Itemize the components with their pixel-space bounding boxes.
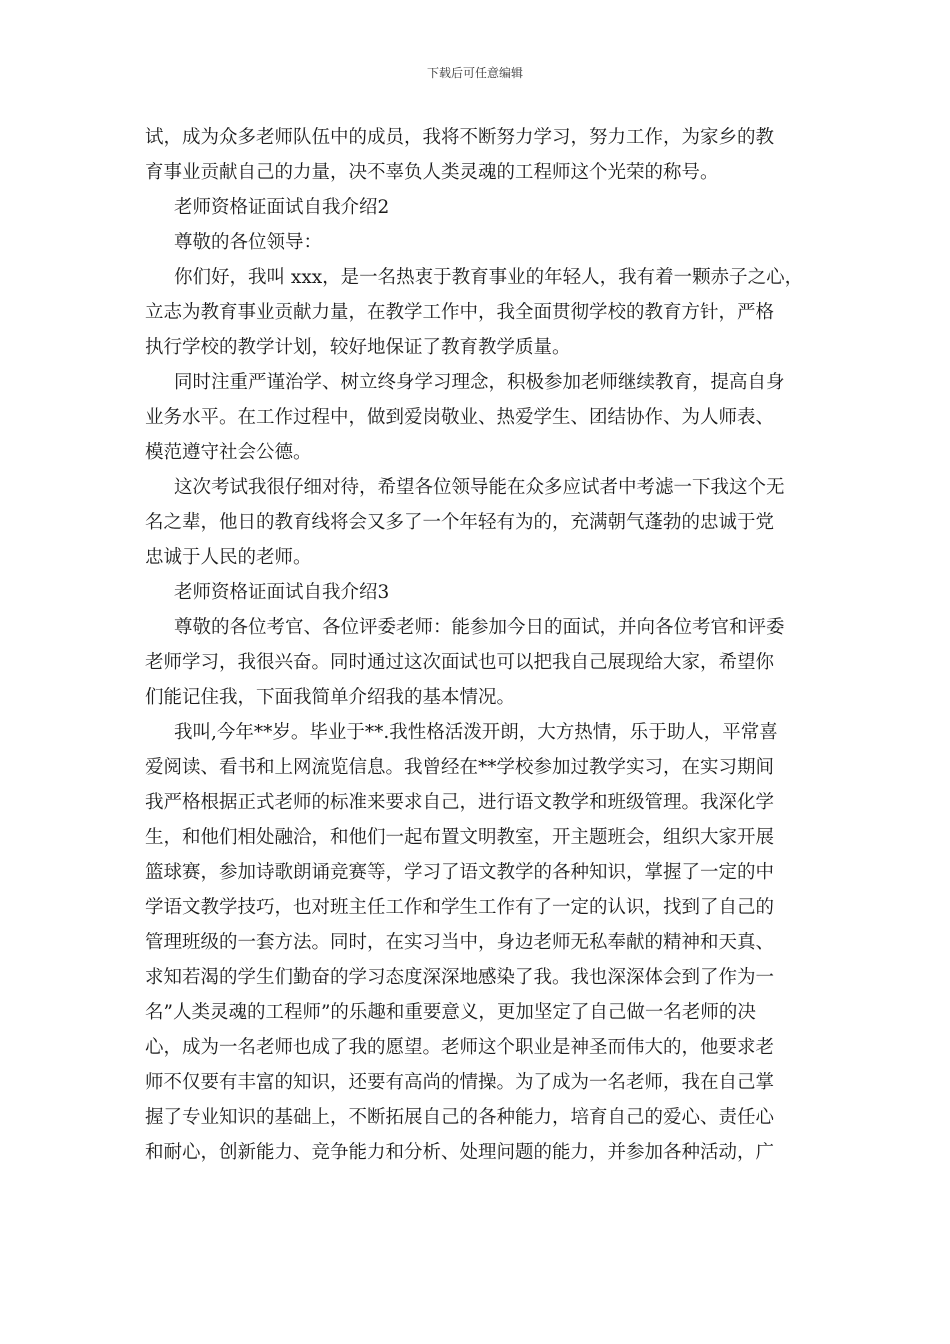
text-line: 师不仅要有丰富的知识，还要有高尚的情操。为了成为一名老师，我在自己掌 <box>145 1072 775 1093</box>
text-line: 立志为教育事业贡献力量，在教学工作中，我全面贯彻学校的教育方针，严格 <box>145 302 775 323</box>
page-header: 下载后可任意编辑 <box>426 66 523 80</box>
text-line: 和耐心，创新能力、竞争能力和分析、处理问题的能力，并参加各种活动，广 <box>145 1142 775 1163</box>
document-body <box>145 120 809 1170</box>
text-line: 忠诚于人民的老师。 <box>145 547 312 568</box>
text-line: 生，和他们相处融洽，和他们一起布置文明教室，开主题班会，组织大家开展 <box>145 827 775 848</box>
text-line: 这次考试我很仔细对待，希望各位领导能在众多应试者中考滤一下我这个无 <box>174 477 785 498</box>
text-line: 爱阅读、看书和上网流览信息。我曾经在**学校参加过教学实习，在实习期间 <box>145 757 775 778</box>
text-line: 老师资格证面试自我介绍2 <box>174 197 390 218</box>
text-line: 业务水平。在工作过程中，做到爱岗敬业、热爱学生、团结协作、为人师表、 <box>145 407 775 428</box>
text-line: 管理班级的一套方法。同时，在实习当中，身边老师无私奉献的精神和天真、 <box>145 932 775 953</box>
text-line: 名”人类灵魂的工程师”的乐趣和重要意义，更加坚定了自己做一名老师的决 <box>145 1002 756 1023</box>
text-line: 试，成为众多老师队伍中的成员，我将不断努力学习，努力工作，为家乡的教 <box>145 127 775 148</box>
text-line: 们能记住我，下面我简单介绍我的基本情况。 <box>145 687 516 708</box>
text-line: 尊敬的各位领导： <box>174 232 323 253</box>
text-line: 我严格根据正式老师的标准来要求自己，进行语文教学和班级管理。我深化学 <box>145 792 775 813</box>
text-line: 求知若渴的学生们勤奋的学习态度深深地感染了我。我也深深体会到了作为一 <box>145 967 775 988</box>
text-line: 模范遵守社会公德。 <box>145 442 312 463</box>
text-line: 老师学习，我很兴奋。同时通过这次面试也可以把我自己展现给大家，希望你 <box>145 652 775 673</box>
text-line: 握了专业知识的基础上，不断拓展自己的各种能力，培育自己的爱心、责任心 <box>145 1107 775 1128</box>
text-line: 你们好，我叫 xxx，是一名热衷于教育事业的年轻人，我有着一颗赤子之心， <box>174 267 804 288</box>
text-line: 育事业贡献自己的力量，决不辜负人类灵魂的工程师这个光荣的称号。 <box>145 162 719 183</box>
text-line: 老师资格证面试自我介绍3 <box>174 582 390 603</box>
text-line: 我叫,今年**岁。毕业于**.我性格活泼开朗，大方热情，乐于助人，平常喜 <box>174 722 778 743</box>
text-line: 学语文教学技巧，也对班主任工作和学生工作有了一定的认识，找到了自己的 <box>145 897 775 918</box>
text-line: 执行学校的教学计划，较好地保证了教育教学质量。 <box>145 337 571 358</box>
text-line: 同时注重严谨治学、树立终身学习理念，积极参加老师继续教育，提高自身 <box>174 372 785 393</box>
text-line: 心，成为一名老师也成了我的愿望。老师这个职业是神圣而伟大的，他要求老 <box>145 1037 775 1058</box>
text-line: 篮球赛，参加诗歌朗诵竞赛等，学习了语文教学的各种知识，掌握了一定的中 <box>145 862 775 883</box>
text-line: 名之辈，他日的教育线将会又多了一个年轻有为的，充满朝气蓬勃的忠诚于党 <box>145 512 775 533</box>
text-line: 尊敬的各位考官、各位评委老师：能参加今日的面试，并向各位考官和评委 <box>174 617 785 638</box>
